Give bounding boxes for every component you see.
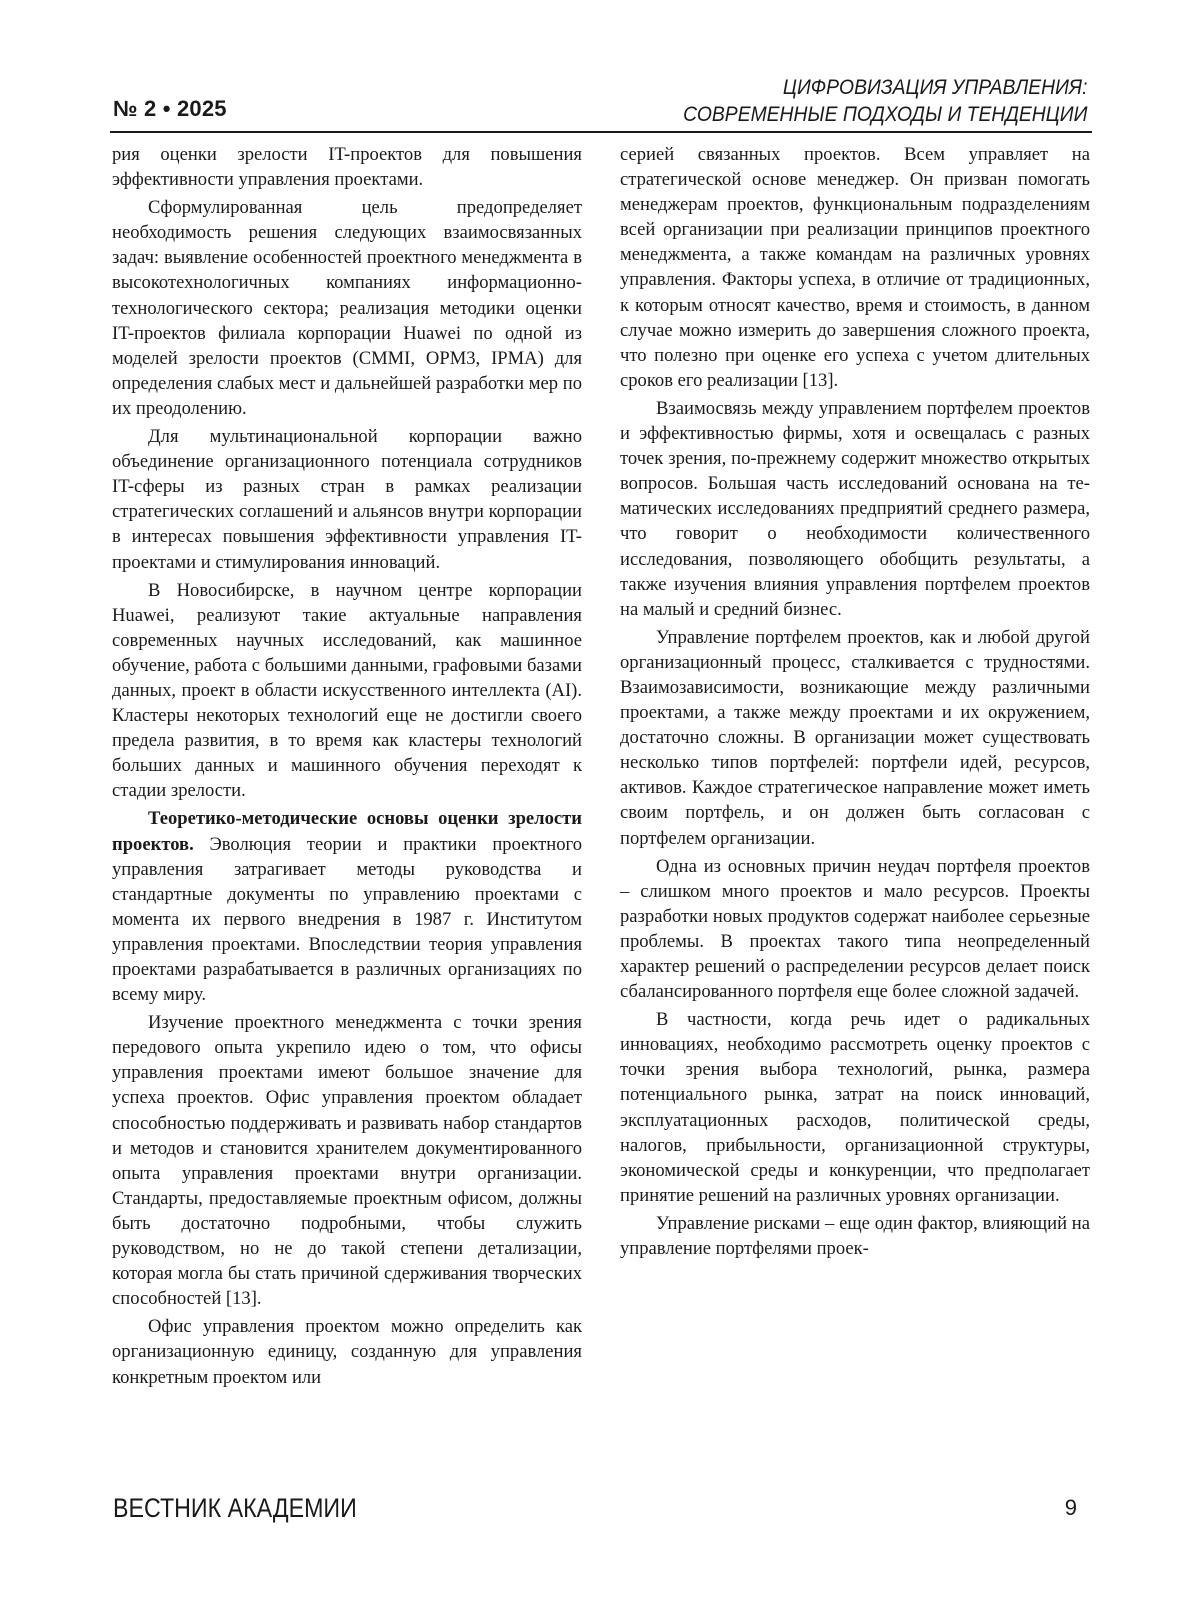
paragraph: Для мультинациональной корпорации важно объединение организационного потенциала сотрудников IT-сферы из разных стран в рамках реализации стратегических соглашений и альянсов внутри корпорации в интересах повышения эффективности управления IT-проектами и стимулирования инноваций. [112, 426, 582, 573]
paragraph: Сформулированная цель предопределяет необходимость решения следующих взаимосвязанных задач: выявление особенностей проектного менеджмента в высокотехнологичных компаниях информационно-технологического сектора; реализация методики оценки IT-проектов филиала корпорации Huawei по одной из моделей зрелости проектов (CMMI, OPM3, IPMA) для определения слабых мест и дальнейшей разработки мер по их преодолению. [112, 197, 582, 419]
issue-number: № 2 • 2025 [113, 96, 227, 121]
right-column [620, 142, 1090, 1264]
paragraph: Управление рисками – еще один фактор, влияющий на управление портфелями проек- [620, 1212, 1090, 1260]
paragraph: рия оценки зрелости IT-проектов для повышения эффективности управления проектами. [112, 144, 582, 191]
paragraph: Офис управления проектом можно определить как организационную единицу, созданную для управления конкретным проектом или [112, 1316, 582, 1388]
section-title [683, 74, 1087, 128]
paragraph: Изучение проектного менеджмента с точки зрения передового опыта укрепило идею о том, что офисы управления проектами имеют большое значение для успеха проектов. Офис управления проектом обладает способностью поддерживать и развивать набор стандартов и методов и становится хранителем документированного опыта управления проектами внутри организации. Стандарты, предоставляемые проектным офисом, должны быть достаточно подробными, чтобы служить руководством, но не до такой степени детализации, которая могла бы стать причиной сдерживания творческих способностей [13]. [112, 1012, 582, 1310]
section-title-line-1: ЦИФРОВИЗАЦИЯ УПРАВЛЕНИЯ: [782, 76, 1087, 99]
paragraph: Управление портфелем проектов, как и любой другой организационный процесс, сталкивается с трудностями. Взаимозависимости, возникающие между различными проектами, а также между проектами и их окружением, достаточно сложны. В организации может существовать несколько типов портфелей: портфели идей, ресурсов, активов. Каждое стратегическое направление может иметь своим портфель, и он должен быть согласован с портфелем организации. [620, 626, 1090, 849]
paragraph-text: Эволюция теории и практики проектного управления затрагивает методы руководства и стандартные документы по управлению проектами с момента их первого внедрения в 1987 г. Институтом управления проектами. Впоследствии теория управления проектами разрабатывается в различных организациях по всему миру. [112, 833, 582, 1006]
paragraph: Одна из основных причин неудач портфеля проектов – слишком много проектов и мало ресурсов. Проекты разработки новых продуктов содержат наиболее серьезные проблемы. В проектах такого типа неопределенный характер решений о распределении ресурсов делает поиск сбалансированного портфеля еще более сложной задачей. [620, 855, 1090, 1003]
paragraph [112, 806, 582, 1007]
left-column [112, 142, 582, 1393]
section-title-line-2: СОВРЕМЕННЫЕ ПОДХОДЫ И ТЕНДЕНЦИИ [682, 103, 1087, 126]
header-divider [110, 131, 1092, 133]
paragraph: серией связанных проектов. Всем управляет на стратегической основе менеджер. Он призван помогать менеджерам проектов, функциональным подразделениям всей организации при реализации принципов проектного менеджмента, а также командам на различных уровнях управления. Факторы успеха, в отличие от традиционных, к которым относят качество, время и стоимость, в данном случае можно измерить до завершения сложного проекта, что полезно при оценке его успеха с учетом длительных сроков его реализации [13]. [620, 144, 1090, 391]
paragraph: Взаимосвязь между управлением портфелем проектов и эффективностью фирмы, хотя и освещалась с разных точек зрения, по-прежнему содержит множество открытых вопросов. Большая часть исследований основана на тематических исследованиях предприятий среднего размера, что говорит о необходимости количественного исследования, позволяющего обобщить результаты, а также изучения влияния управления портфелем проектов на малый и средний бизнес. [620, 397, 1090, 620]
section-heading: Теоретико-методические основы оценки зрелости проектов. [112, 808, 582, 855]
paragraph: В частности, когда речь идет о радикальных инновациях, необходимо рассмотреть оценку проектов с точки зрения выбора технологий, рынка, размера потенциального рынка, затрат на поиск инноваций, эксплуатационных расходов, политической среды, налогов, прибыльности, организационной структуры, экономической среды и конкуренции, что предполагает принятие решений на различных уровнях организации. [620, 1009, 1090, 1206]
page-number: 9 [1064, 1495, 1077, 1520]
paragraph: В Новосибирске, в научном центре корпорации Huawei, реализуют такие актуальные направления современных научных исследований, как машинное обучение, работа с большими данными, графовыми базами данных, проект в области искусственного интеллекта (AI). Кластеры некоторых технологий еще не достигли своего предела развития, в то время как кластеры технологий больших данных и машинного обучения переходят к стадии зрелости. [112, 579, 582, 802]
journal-name: ВЕСТНИК АКАДЕМИИ [113, 1493, 357, 1523]
